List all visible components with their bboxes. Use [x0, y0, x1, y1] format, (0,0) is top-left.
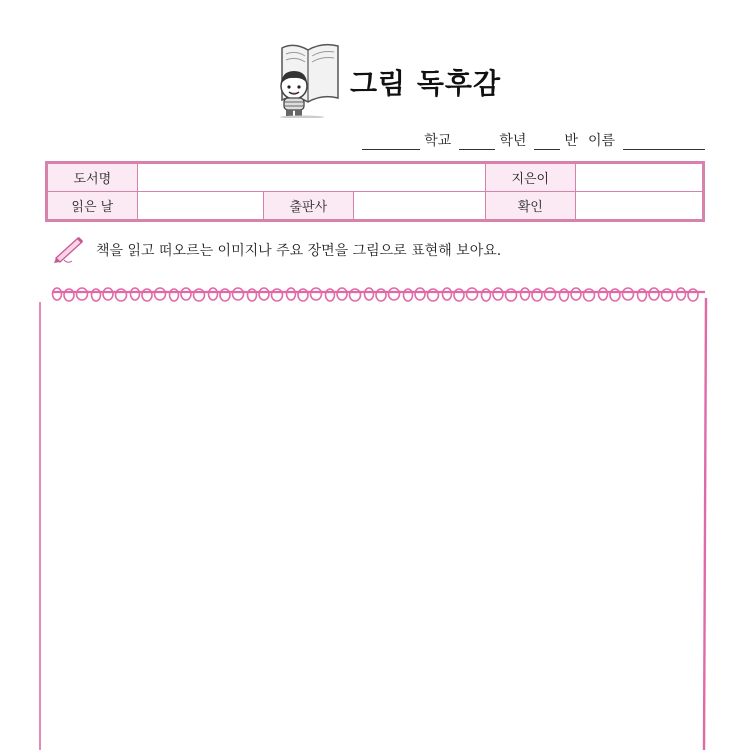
date-read-label: 읽은 날 [47, 192, 138, 221]
spiral-loop [443, 288, 452, 300]
spiral-loop [506, 289, 517, 301]
spiral-loop [259, 288, 269, 300]
spiral-loop [428, 289, 439, 301]
spiral-loop [337, 288, 347, 300]
confirm-field[interactable] [575, 192, 703, 221]
spiral-loop [532, 289, 542, 301]
spiral-loop [454, 289, 464, 301]
spiral-loop [92, 289, 101, 301]
boy-reading-book-icon [272, 40, 344, 118]
instruction-line [52, 236, 501, 264]
publisher-field[interactable] [353, 192, 485, 221]
class-blank[interactable] [534, 133, 560, 150]
page-title: 그림 독후감 [350, 67, 501, 100]
spiral-loop [248, 289, 257, 301]
spiral-loop [545, 288, 556, 300]
spiral-loop [493, 288, 503, 300]
spiral-loop [599, 288, 608, 300]
drawing-area[interactable] [37, 280, 709, 750]
student-info-line [362, 130, 705, 150]
spiral-loop [623, 288, 634, 300]
spiral-loop [272, 289, 283, 301]
spiral-loop [584, 289, 595, 301]
spiral-border-top [53, 288, 699, 301]
pencil-icon [52, 236, 88, 264]
spiral-loop [688, 289, 698, 301]
spiral-loop [233, 288, 244, 300]
book-info-table [45, 161, 705, 222]
spiral-loop [350, 289, 361, 301]
spiral-loop [404, 289, 413, 301]
spiral-loop [220, 289, 230, 301]
table-row [47, 163, 704, 192]
spiral-loop [560, 289, 569, 301]
spiral-loop [365, 288, 374, 300]
spiral-loop [326, 289, 335, 301]
spiral-loop [77, 288, 88, 300]
name-blank[interactable] [623, 133, 705, 150]
spiral-loop [521, 288, 530, 300]
book-title-label: 도서명 [47, 163, 138, 192]
spiral-loop [170, 289, 179, 301]
spiral-loop [649, 288, 659, 300]
spiral-loop [103, 288, 113, 300]
spiral-loop [209, 288, 218, 300]
book-title-field[interactable] [137, 163, 485, 192]
spiral-loop [482, 289, 491, 301]
spiral-loop [53, 288, 62, 300]
spiral-loop [677, 288, 686, 300]
school-blank[interactable] [362, 133, 420, 150]
spiral-loop [376, 289, 386, 301]
spiral-loop [131, 288, 140, 300]
author-field[interactable] [575, 163, 703, 192]
grade-blank[interactable] [459, 133, 495, 150]
spiral-loop [298, 289, 308, 301]
spiral-loop [64, 289, 74, 301]
spiral-loop [181, 288, 191, 300]
school-label: 학교 [424, 133, 452, 149]
spiral-loop [142, 289, 152, 301]
spiral-loop [311, 288, 322, 300]
spiral-loop [155, 288, 166, 300]
confirm-label: 확인 [485, 192, 575, 221]
spiral-loop [571, 288, 581, 300]
spiral-loop [662, 289, 673, 301]
publisher-label: 출판사 [264, 192, 354, 221]
author-label: 지은이 [485, 163, 575, 192]
spiral-loop [610, 289, 620, 301]
spiral-loop [638, 289, 647, 301]
grade-label: 학년 [499, 133, 527, 149]
spiral-loop [287, 288, 296, 300]
table-row [47, 192, 704, 221]
page-header [0, 38, 750, 118]
spiral-loop [467, 288, 478, 300]
spiral-loop [389, 288, 400, 300]
name-label: 이름 [587, 133, 615, 149]
date-read-field[interactable] [137, 192, 263, 221]
instruction-text: 책을 읽고 떠오르는 이미지나 주요 장면을 그림으로 표현해 보아요. [96, 243, 502, 259]
spiral-loop [415, 288, 425, 300]
class-label: 반 [564, 133, 578, 149]
spiral-loop [116, 289, 127, 301]
spiral-loop [194, 289, 205, 301]
